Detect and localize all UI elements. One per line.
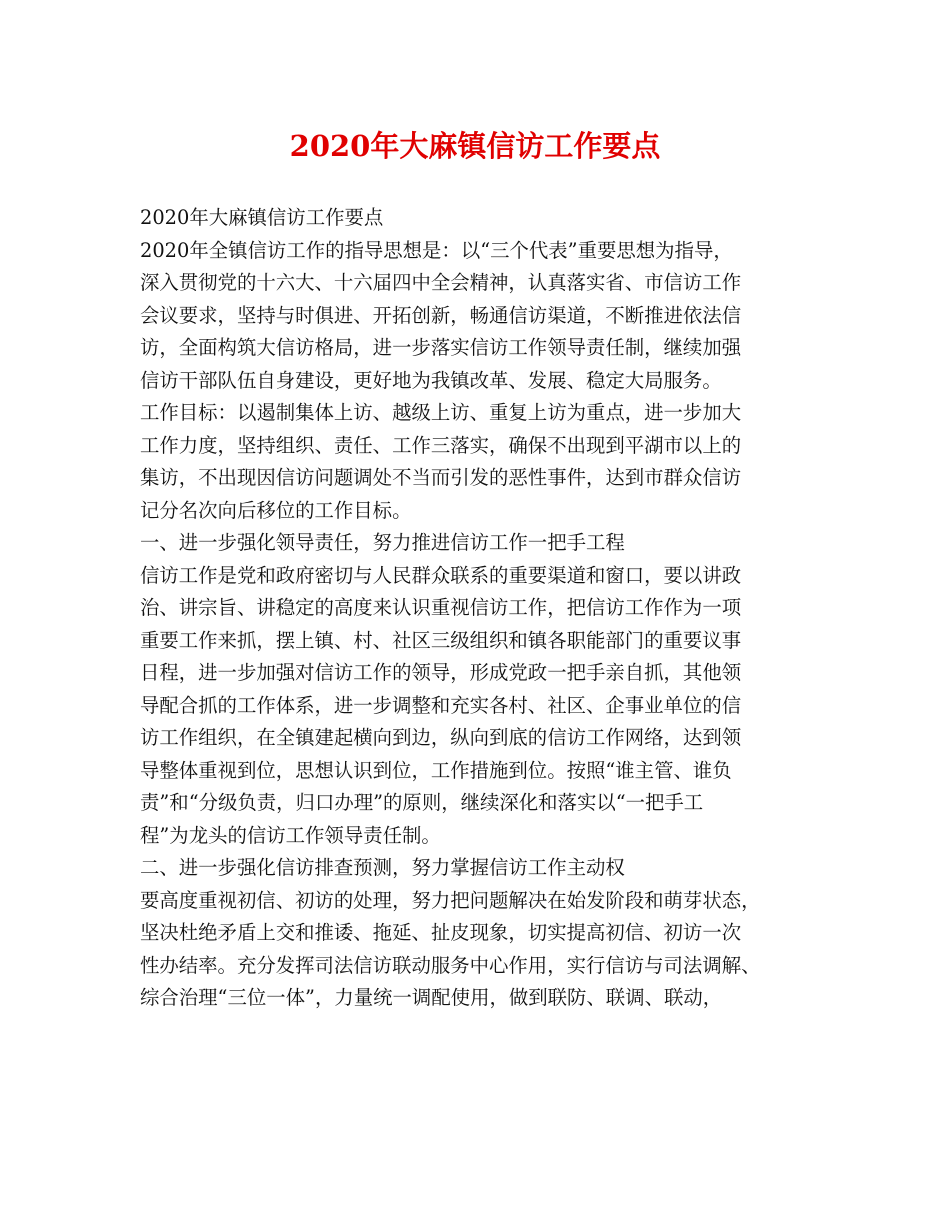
body-line: 日程，进一步加强对信访工作的领导，形成党政一把手亲自抓，其他领 [140, 661, 742, 684]
section-heading: 一、进一步强化领导责任，努力推进信访工作一把手工程 [140, 531, 625, 554]
body-line: 工作目标：以遏制集体上访、越级上访、重复上访为重点，进一步加大 [140, 401, 742, 424]
body-line: 记分名次向后移位的工作目标。 [140, 498, 412, 522]
body-line: 坚决杜绝矛盾上交和推诿、拖延、扯皮现象，切实提高初信、初访一次 [140, 921, 742, 944]
document-title: 2020年大麻镇信访工作要点 [289, 129, 661, 163]
body-line: 深入贯彻党的十六大、十六届四中全会精神，认真落实省、市信访工作 [140, 271, 742, 294]
body-line: 重要工作来抓，摆上镇、村、社区三级组织和镇各职能部门的重要议事 [140, 628, 742, 652]
body-line: 治、讲宗旨、讲稳定的高度来认识重视信访工作，把信访工作作为一项 [140, 596, 742, 619]
body-line: 2020年大麻镇信访工作要点 [140, 206, 384, 229]
body-line: 导整体重视到位，思想认识到位，工作措施到位。按照“谁主管、谁负 [140, 758, 732, 782]
body-line: 2020年全镇信访工作的指导思想是：以“三个代表”重要思想为指导， [140, 238, 733, 262]
body-line: 访，全面构筑大信访格局，进一步落实信访工作领导责任制，继续加强 [140, 336, 742, 359]
body-line: 工作力度，坚持组织、责任、工作三落实，确保不出现到平湖市以上的 [140, 433, 742, 457]
body-line: 访工作组织，在全镇建起横向到边，纵向到底的信访工作网络，达到领 [140, 726, 742, 749]
body-line: 信访干部队伍自身建设，更好地为我镇改革、发展、稳定大局服务。 [140, 368, 722, 392]
body-line: 程”为龙头的信访工作领导责任制。 [140, 823, 441, 847]
body-line: 综合治理“三位一体”，力量统一调配使用，做到联防、联调、联动， [140, 986, 723, 1009]
document-body [140, 202, 820, 1015]
body-line: 责”和“分级负责，归口办理”的原则，继续深化和落实以“一把手工 [140, 791, 704, 814]
body-line: 导配合抓的工作体系，进一步调整和充实各村、社区、企事业单位的信 [140, 693, 742, 717]
body-line: 信访工作是党和政府密切与人民群众联系的重要渠道和窗口，要以讲政 [140, 563, 742, 587]
body-line: 会议要求，坚持与时俱进、开拓创新，畅通信访渠道，不断推进依法信 [140, 303, 742, 327]
section-heading: 二、进一步强化信访排查预测，努力掌握信访工作主动权 [140, 856, 625, 879]
body-line: 性办结率。充分发挥司法信访联动服务中心作用，实行信访与司法调解、 [140, 953, 761, 977]
body-line: 要高度重视初信、初访的处理，努力把问题解决在始发阶段和萌芽状态， [140, 888, 761, 912]
body-line: 集访，不出现因信访问题调处不当而引发的恶性事件，达到市群众信访 [140, 466, 742, 489]
